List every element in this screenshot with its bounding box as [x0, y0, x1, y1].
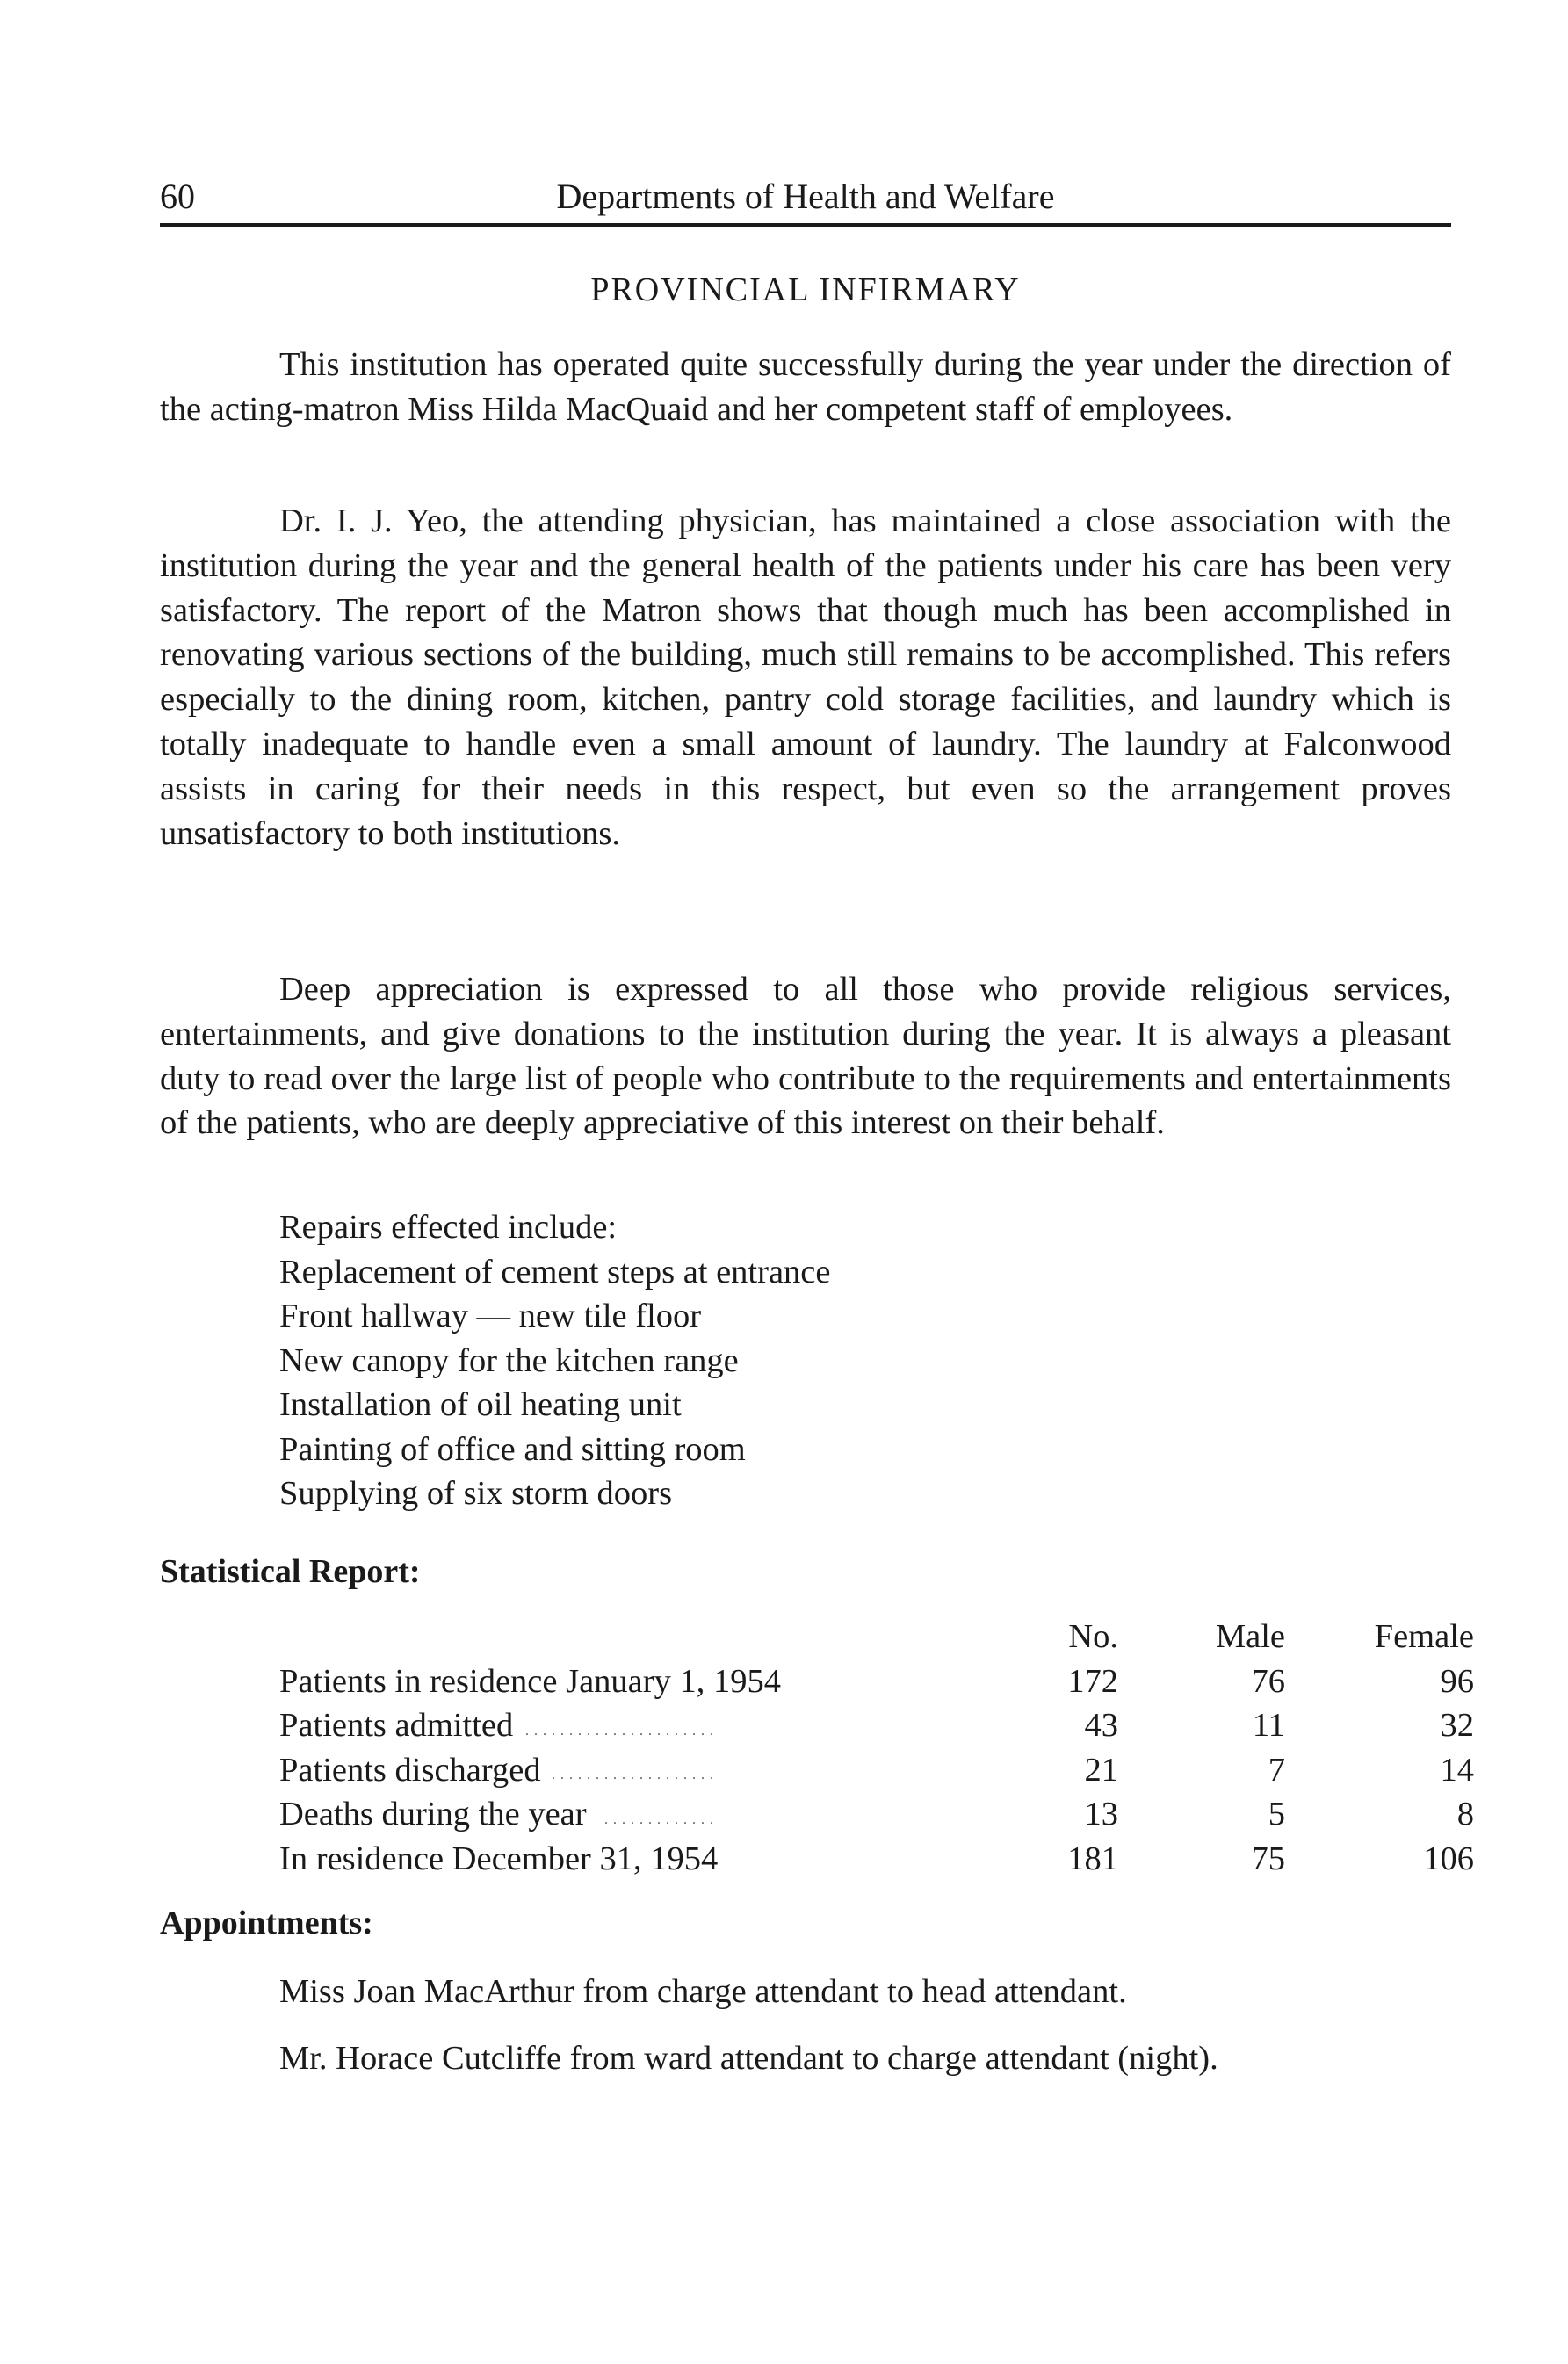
- paragraph-physician: Dr. I. J. Yeo, the attending physician, has maintained a close association with the institution during the year and the general health of the patients under his care has been very satisfactory. The report of the Matron shows that though much has been accomplished in renovating various sections of the building, much still remains to be accomplished. This refers especially to the dining room, kitchen, pantry cold storage facilities, and laundry which is totally inadequate to handle even a small amount of laundry. The laundry at Falconwood assists in caring for their needs in this respect, but even so the arrangement proves unsatisfactory to both institutions.: [160, 502, 1451, 852]
- table-row: [279, 1837, 1474, 1882]
- repair-item: Painting of office and sitting room: [279, 1430, 746, 1468]
- cell-male: 5: [1268, 1796, 1285, 1833]
- table-row: [279, 1659, 1474, 1704]
- page-header: [160, 172, 1451, 227]
- row-label-cell: [279, 1659, 965, 1704]
- paragraph-intro: This institution has operated quite successfully during the year under the direction of the acting-matron Miss Hilda MacQuaid and her competent staff of employees.: [160, 346, 1451, 428]
- row-label-cell: [279, 1748, 965, 1793]
- row-label-cell: [279, 1837, 965, 1882]
- cell-male: 7: [1268, 1751, 1285, 1789]
- table-header-blank: [279, 1615, 965, 1659]
- cell-female: 106: [1423, 1840, 1474, 1877]
- cell-male: 76: [1251, 1662, 1285, 1700]
- row-label-cell: [279, 1792, 965, 1837]
- cell-no: 172: [1067, 1662, 1118, 1700]
- statistical-report-heading: Statistical Report:: [160, 1553, 421, 1590]
- statistics-table: [279, 1615, 1474, 1881]
- section-title: PROVINCIAL INFIRMARY: [590, 271, 1021, 308]
- appointment-item: Mr. Horace Cutcliffe from ward attendant to charge attendant (night).: [279, 2040, 1218, 2077]
- row-label: Patients in residence January 1, 1954: [279, 1663, 793, 1700]
- appointment-item: Miss Joan MacArthur from charge attendant to head attendant.: [279, 1973, 1127, 2010]
- paragraph-appreciation: Deep appreciation is expressed to all those who provide religious services, entertainments, and give donations to the institution during the year. It is always a pleasant duty to read over the large list of people who contribute to the requirements and entertainments of the patients, who are deeply appreciative of this interest on their behalf.: [160, 971, 1451, 1142]
- cell-no: 21: [1084, 1751, 1118, 1789]
- table-row: [279, 1703, 1474, 1748]
- row-label-cell: [279, 1703, 965, 1748]
- row-label: Patients admitted: [279, 1707, 525, 1744]
- column-header-male: Male: [1215, 1618, 1285, 1656]
- cell-no: 43: [1084, 1707, 1118, 1745]
- table-row: [279, 1792, 1474, 1837]
- row-label: Patients discharged: [279, 1752, 553, 1789]
- column-header-no: No.: [1068, 1618, 1118, 1656]
- appointments-heading: Appointments:: [160, 1905, 373, 1941]
- cell-male: 75: [1251, 1840, 1285, 1877]
- row-label: Deaths during the year: [279, 1796, 599, 1833]
- repair-item: Replacement of cement steps at entrance: [279, 1253, 831, 1290]
- table-row: [279, 1748, 1474, 1793]
- cell-female: 32: [1440, 1707, 1474, 1745]
- cell-no: 13: [1084, 1796, 1118, 1833]
- repair-item: Installation of oil heating unit: [279, 1386, 682, 1423]
- cell-male: 11: [1252, 1707, 1285, 1745]
- running-title: Departments of Health and Welfare: [556, 177, 1055, 216]
- repair-item: Front hallway — new tile floor: [279, 1298, 702, 1334]
- repairs-list: [279, 1205, 1333, 1516]
- repair-item: Supplying of six storm doors: [279, 1475, 673, 1512]
- row-label: In residence December 31, 1954: [279, 1840, 730, 1877]
- page-number: 60: [160, 177, 195, 216]
- table-header-row: [279, 1615, 1474, 1659]
- cell-female: 96: [1440, 1662, 1474, 1700]
- column-header-female: Female: [1374, 1618, 1474, 1656]
- repairs-intro: Repairs effected include:: [279, 1209, 618, 1246]
- repair-item: New canopy for the kitchen range: [279, 1341, 739, 1379]
- cell-female: 8: [1456, 1796, 1474, 1833]
- cell-female: 14: [1440, 1751, 1474, 1789]
- cell-no: 181: [1067, 1840, 1118, 1877]
